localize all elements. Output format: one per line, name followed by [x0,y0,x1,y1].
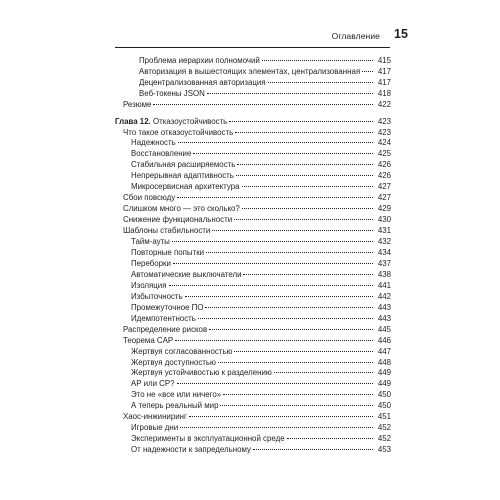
toc-dot-leader [234,351,373,352]
toc-entry-page: 448 [377,357,391,367]
toc-entry[interactable] [0,358,500,369]
toc-entry[interactable] [0,138,500,149]
toc-dot-leader [178,142,373,143]
toc-entry[interactable] [0,204,500,215]
toc-entry[interactable] [0,412,500,423]
toc-entry-title: Децентрализованная авторизация [139,77,266,87]
toc-dot-leader [235,132,373,133]
toc-entry[interactable] [0,100,500,111]
toc-dot-leader [209,329,373,330]
toc-entry-title: Авторизация в вышестоящих элементах, централизованная [139,66,361,76]
toc-entry-title: Избыточность [131,291,183,301]
toc-entry-title: Жертвуя устойчивостью к разделению [131,368,272,378]
toc-entry-page: 430 [377,215,391,225]
toc-entry-page: 450 [377,401,391,411]
toc-entry-title: Хаос-инжиниринг [123,412,187,422]
toc-dot-leader [153,104,373,105]
toc-entry-title: Изоляция [131,280,167,290]
toc-dot-leader [362,71,373,72]
toc-entry[interactable] [0,193,500,204]
toc-dot-leader [193,153,373,154]
toc-entry[interactable] [0,423,500,434]
toc-dot-leader [172,241,373,242]
toc-dot-leader [206,252,373,253]
toc-entry-page: 418 [377,88,391,98]
toc-entry[interactable] [0,149,500,160]
toc-entry-title: Слишком много — это сколько? [123,204,240,214]
toc-dot-leader [274,372,373,373]
toc-dot-leader [223,394,373,395]
toc-entry-title: Теорема CAP [123,335,174,345]
toc-dot-leader [242,186,373,187]
toc-entry-page: 452 [377,423,391,433]
toc-entry-title: Шаблоны стабильности [123,226,211,236]
toc-entry-title: Автоматические выключатели [131,269,242,279]
toc-entry[interactable] [0,182,500,193]
toc-entry-title: Надежность [131,138,176,148]
toc-dot-leader [180,427,373,428]
toc-entry[interactable] [0,171,500,182]
toc-dot-leader [169,285,374,286]
toc-entry-page: 417 [377,77,391,87]
toc-entry[interactable] [0,160,500,171]
toc-entry-page: 423 [377,127,391,137]
table-of-contents [0,56,500,456]
toc-dot-leader [234,219,373,220]
toc-entry-title: Переборки [131,258,171,268]
toc-entry-page: 449 [377,368,391,378]
toc-dot-leader [177,197,373,198]
toc-entry[interactable] [0,281,500,292]
toc-entry-page: 449 [377,379,391,389]
toc-entry-page: 415 [377,56,391,65]
toc-entry-title: AP или CP? [131,379,175,389]
toc-chapter-title: Отказоустойчивость [152,116,228,126]
toc-entry[interactable] [0,248,500,259]
toc-entry-title: Резюме [123,99,152,109]
toc-entry-title: Жертвуя согласованностью [131,346,233,356]
toc-entry[interactable] [0,259,500,270]
toc-entry-title: Что такое отказоустойчивость [123,127,234,137]
toc-entry-title: Идемпотентность [131,313,196,323]
toc-entry[interactable] [0,270,500,281]
toc-entry-page: 443 [377,313,391,323]
toc-entry-page: 437 [377,258,391,268]
toc-entry-page: 446 [377,335,391,345]
toc-entry-title: Эксперименты в эксплуатационной среде [131,434,285,444]
toc-entry-title: Веб-токены JSON [139,88,205,98]
toc-entry-title: Проблема иерархии полномочий [139,56,260,65]
toc-entry[interactable] [0,56,500,67]
toc-entry-page: 426 [377,171,391,181]
toc-entry-title: Это не «все или ничего» [131,390,222,400]
toc-dot-leader [177,383,373,384]
toc-entry-title: Снижение функциональности [123,215,233,225]
toc-dot-leader [207,93,373,94]
toc-entry-title: Сбои повсюду [123,193,176,203]
toc-dot-leader [198,318,373,319]
toc-entry[interactable] [0,347,500,358]
toc-entry-page: 445 [377,324,391,334]
toc-entry-page: 424 [377,138,391,148]
toc-entry-page: 426 [377,160,391,170]
toc-entry-page: 432 [377,237,391,247]
toc-entry-title: Игровые дни [131,423,179,433]
toc-entry-page: 429 [377,204,391,214]
toc-entry-title: А теперь реальный мир [131,401,219,411]
toc-entry[interactable] [0,237,500,248]
toc-entry[interactable] [0,390,500,401]
toc-entry[interactable] [0,314,500,325]
toc-entry-page: 442 [377,291,391,301]
toc-entry-page: 422 [377,99,391,109]
toc-entry-title: Стабильная расширяемость [131,160,236,170]
toc-dot-leader [185,296,373,297]
toc-entry-page: 443 [377,302,391,312]
header-rule [115,47,390,48]
toc-dot-leader [212,230,373,231]
toc-entry-title: Восстановление [131,149,192,159]
toc-dot-leader [220,405,373,406]
toc-chapter-label: Глава 12. [115,116,151,126]
toc-entry[interactable] [0,401,500,412]
toc-entry[interactable] [0,215,500,226]
toc-entry-title: Распределение рисков [123,324,208,334]
toc-entry-title: Жертвуя доступностью [131,357,216,367]
toc-entry-title: От надежности к запредельному [131,445,251,455]
toc-entry[interactable] [0,336,500,347]
toc-dot-leader [175,340,373,341]
toc-dot-leader [268,82,373,83]
toc-entry[interactable] [0,67,500,78]
toc-entry[interactable] [0,434,500,445]
toc-dot-leader [262,60,373,61]
toc-entry[interactable] [0,368,500,379]
toc-dot-leader [173,263,373,264]
toc-entry-title: Микросервисная архитектура [131,182,240,192]
toc-entry-title: Непрерывная адаптивность [131,171,234,181]
toc-entry-page: 451 [377,412,391,422]
toc-entry-page: 450 [377,390,391,400]
toc-dot-leader [253,449,373,450]
toc-entry-page: 425 [377,149,391,159]
running-title: Оглавление [331,31,380,41]
toc-entry[interactable] [0,303,500,314]
toc-dot-leader [287,438,373,439]
toc-entry-page: 438 [377,269,391,279]
toc-entry[interactable] [0,226,500,237]
toc-entry-page: 423 [377,116,391,126]
toc-entry-page: 452 [377,434,391,444]
toc-entry-page: 447 [377,346,391,356]
page-header [0,27,500,47]
toc-entry-title: Промежуточное ПО [131,302,204,312]
toc-entry[interactable] [0,89,500,100]
toc-entry[interactable] [0,325,500,336]
toc-entry[interactable] [0,128,500,139]
toc-entry-page: 431 [377,226,391,236]
toc-entry[interactable] [0,117,500,128]
toc-entry-page: 427 [377,193,391,203]
page-number: 15 [394,27,408,41]
toc-entry-page: 434 [377,248,391,257]
toc-entry[interactable] [0,379,500,390]
toc-dot-leader [218,362,373,363]
toc-entry[interactable] [0,292,500,303]
toc-dot-leader [229,121,373,122]
toc-entry-page: 417 [377,66,391,76]
toc-entry-title: Повторные попытки [131,248,205,257]
toc-entry-page: 441 [377,280,391,290]
toc-dot-leader [237,164,373,165]
toc-entry-title [115,117,227,128]
toc-entry[interactable] [0,78,500,89]
toc-entry[interactable] [0,445,500,456]
toc-entry-page: 427 [377,182,391,192]
toc-entry-title: Тайм-ауты [131,237,170,247]
toc-dot-leader [242,208,373,209]
toc-dot-leader [236,175,373,176]
toc-dot-leader [189,416,373,417]
toc-dot-leader [205,307,373,308]
toc-dot-leader [243,274,373,275]
toc-entry-page: 453 [377,445,391,455]
